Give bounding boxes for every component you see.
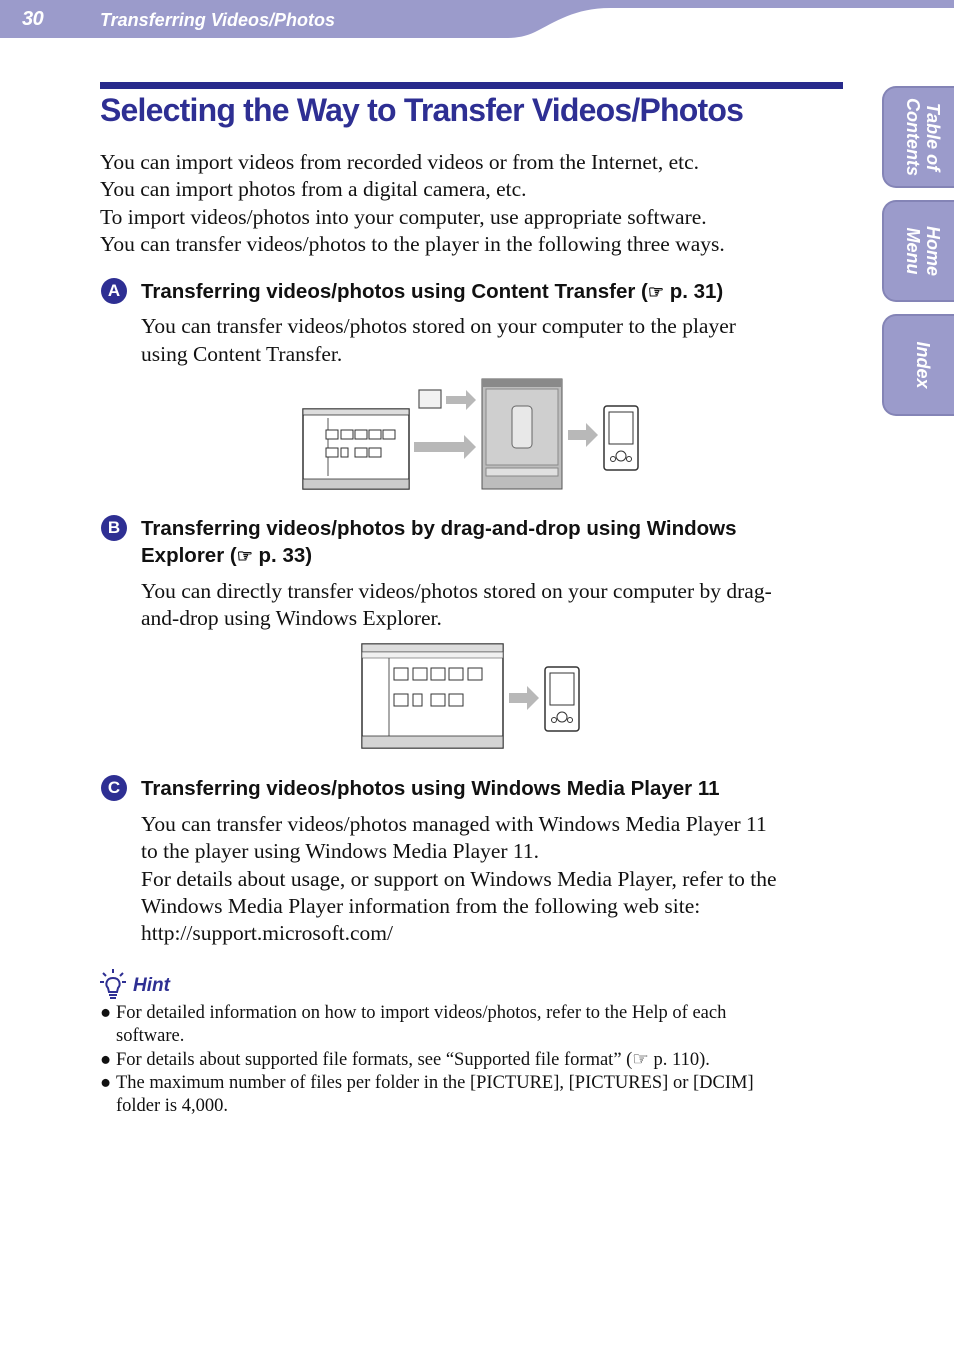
tab-home-menu[interactable] xyxy=(882,200,954,302)
hint-title: Hint xyxy=(133,975,170,996)
arrow-right-icon xyxy=(509,686,539,710)
section-c-body-line: Windows Media Player information from the following web site: xyxy=(141,894,701,918)
bullet-icon: ● xyxy=(100,1003,112,1023)
section-a-heading xyxy=(141,278,723,306)
content-transfer-app-image xyxy=(482,379,562,489)
section-c-body-line: For details about usage, or support on Windows Media Player, refer to the xyxy=(141,867,777,891)
section-a-body-line: You can transfer videos/photos stored on your computer to the player xyxy=(141,314,736,338)
hand-pointer-icon: ☞ xyxy=(647,282,665,302)
content-transfer-illustration xyxy=(300,376,645,492)
arrow-right-icon xyxy=(446,390,476,410)
walkman-player-image xyxy=(604,406,638,470)
page-header xyxy=(0,0,954,40)
page-title: Selecting the Way to Transfer Videos/Photos xyxy=(100,92,744,128)
section-a-heading-text: Transferring videos/photos using Content Transfer ( xyxy=(141,280,648,303)
hint-bullet xyxy=(100,1072,754,1118)
intro-line: You can transfer videos/photos to the player in the following three ways. xyxy=(100,232,725,256)
hint-bullet-text: folder is 4,000. xyxy=(116,1096,229,1116)
section-title: Transferring Videos/Photos xyxy=(100,10,336,30)
tab-table-of-contents-label: Table of Contents xyxy=(903,98,943,176)
tab-index-label: Index xyxy=(913,341,933,389)
section-c-body-line: to the player using Windows Media Player 11. xyxy=(141,839,540,863)
section-b-body-line: You can directly transfer videos/photos stored on your computer by drag- xyxy=(141,579,772,603)
section-badge-c: C xyxy=(101,775,127,801)
tab-home-menu-label: Home Menu xyxy=(903,225,943,277)
section-a-page-ref[interactable]: p. 31) xyxy=(664,280,724,303)
section-badge-b: B xyxy=(101,515,127,541)
section-b-heading xyxy=(141,515,736,542)
walkman-player-image xyxy=(545,667,579,731)
section-a-body-line: using Content Transfer. xyxy=(141,342,343,366)
section-b-heading-cont xyxy=(141,542,312,570)
section-badge-a: A xyxy=(101,278,127,304)
intro-line: You can import videos from recorded videos or from the Internet, etc. xyxy=(100,150,700,174)
file-icon xyxy=(419,390,441,408)
section-b-body-line: and-drop using Windows Explorer. xyxy=(141,606,442,630)
bullet-icon: ● xyxy=(100,1050,112,1070)
hint-bullet-text: For details about supported file formats, see “Supported file format” (☞ p. 110). xyxy=(116,1050,710,1070)
hint-bullet-text: software. xyxy=(116,1026,185,1046)
hint-bullet-text: For detailed information on how to import videos/photos, refer to the Help of each xyxy=(116,1003,727,1023)
intro-line: You can import photos from a digital camera, etc. xyxy=(100,177,527,201)
explorer-window-image xyxy=(303,409,409,489)
hint-bullet-text: The maximum number of files per folder in the [PICTURE], [PICTURES] or [DCIM] xyxy=(116,1073,754,1093)
intro-line: To import videos/photos into your computer, use appropriate software. xyxy=(100,205,707,229)
section-c-heading xyxy=(141,775,720,802)
support-url-link[interactable]: http://support.microsoft.com/ xyxy=(141,921,394,945)
bullet-icon: ● xyxy=(100,1073,112,1093)
arrow-right-icon xyxy=(568,423,598,447)
section-c-body-line: You can transfer videos/photos managed with Windows Media Player 11 xyxy=(141,812,767,836)
lightbulb-icon xyxy=(100,968,128,1000)
hand-pointer-icon: ☞ xyxy=(236,546,253,566)
tab-table-of-contents[interactable] xyxy=(882,86,954,188)
hint-bullet xyxy=(100,1002,726,1048)
section-b-heading-text: Transferring videos/photos by drag-and-drop using Windows xyxy=(141,517,737,540)
hint-bullet xyxy=(100,1049,710,1072)
arrow-right-icon xyxy=(414,435,476,459)
section-b-heading-text: Explorer ( xyxy=(141,544,237,567)
section-b-page-ref[interactable]: p. 33) xyxy=(252,544,313,567)
title-rule xyxy=(100,82,843,89)
section-c-heading-text: Transferring videos/photos using Windows Media Player 11 xyxy=(141,777,720,800)
windows-explorer-image xyxy=(362,644,503,748)
page-number: 30 xyxy=(22,8,44,30)
tab-index[interactable] xyxy=(882,314,954,416)
drag-and-drop-illustration xyxy=(358,640,588,752)
